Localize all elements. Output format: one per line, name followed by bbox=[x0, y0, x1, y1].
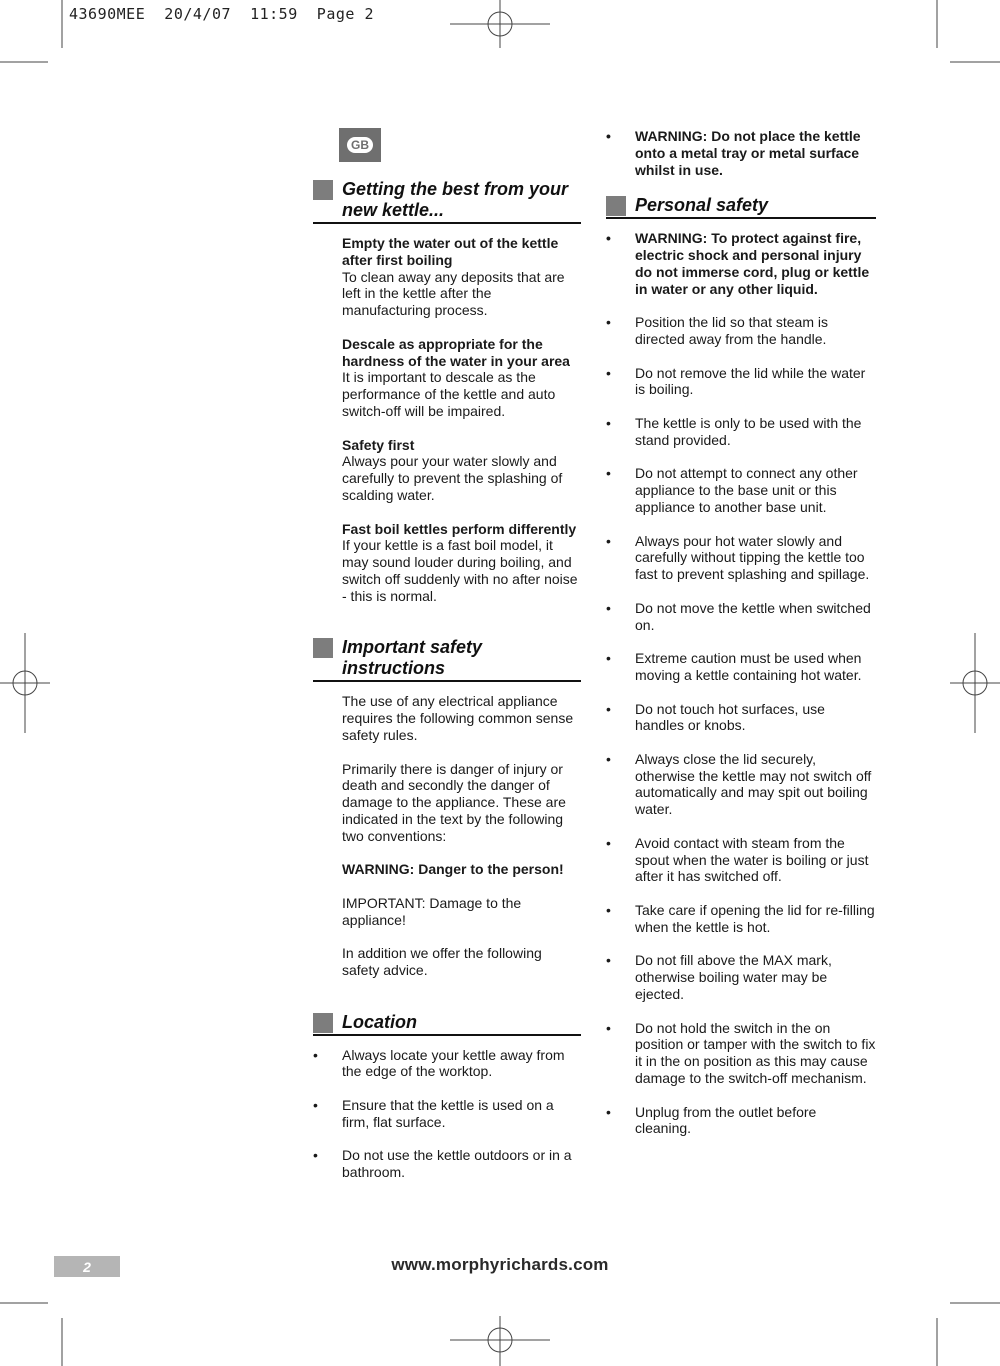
heading-square-icon bbox=[313, 1013, 333, 1033]
personal-section-title: Personal safety bbox=[635, 195, 769, 216]
print-slug: 43690MEE 20/4/07 11:59 Page 2 bbox=[69, 5, 374, 23]
safety-section-heading bbox=[313, 637, 581, 682]
tip-block bbox=[313, 521, 581, 605]
safety-advice: In addition we offer the following safety advice. bbox=[342, 945, 542, 979]
list-item: • Extreme caution must be used when moving a kettle containing hot water. bbox=[606, 650, 876, 684]
list-item: • The kettle is only to be used with the stand provided. bbox=[606, 415, 876, 449]
heading-square-icon bbox=[313, 638, 333, 658]
language-badge-label: GB bbox=[347, 137, 373, 153]
top-warning-list bbox=[606, 128, 876, 178]
location-list bbox=[313, 1047, 581, 1181]
tip-body: To clean away any deposits that are left in the kettle after the manufacturing process. bbox=[342, 268, 565, 319]
safety-section-title: Important safety instructions bbox=[342, 637, 483, 679]
safety-conventions: Primarily there is danger of injury or death and secondly the danger of damage to the appliance. These are indicated in the text by the following two conventions: bbox=[342, 760, 566, 844]
tip-body: Always pour your water slowly and carefully to prevent the splashing of scalding water. bbox=[342, 453, 563, 503]
warning-convention-label: WARNING: Danger to the person! bbox=[342, 861, 564, 878]
personal-warning-list bbox=[606, 230, 876, 297]
list-item: • Do not fill above the MAX mark, otherwise boiling water may be ejected. bbox=[606, 952, 876, 1002]
list-item: • Do not use the kettle outdoors or in a bathroom. bbox=[313, 1147, 581, 1181]
tip-title: Descale as appropriate for the hardness of the water in your area bbox=[342, 335, 570, 369]
list-item: • Always locate your kettle away from the edge of the worktop. bbox=[313, 1047, 581, 1081]
left-column bbox=[313, 128, 581, 1198]
list-item: • Avoid contact with steam from the spout when the water is boiling or just after it has switched off. bbox=[606, 835, 876, 885]
list-item: • Always pour hot water slowly and carefully without tipping the kettle too fast to prevent splashing and spillage. bbox=[606, 533, 876, 583]
tip-title: Safety first bbox=[342, 436, 415, 453]
list-item: • Do not touch hot surfaces, use handles or knobs. bbox=[606, 701, 876, 735]
personal-section-heading bbox=[606, 195, 876, 219]
list-item: • Do not move the kettle when switched on. bbox=[606, 600, 876, 634]
important-convention: IMPORTANT: Damage to the appliance! bbox=[342, 894, 522, 928]
best-section-title: Getting the best from your new kettle... bbox=[342, 179, 569, 220]
immersion-warning: • WARNING: To protect against fire, electric shock and personal injury do not immerse cord, plug or kettle in water or any other liquid. bbox=[606, 230, 876, 297]
safety-intro: The use of any electrical appliance requires the following common sense safety rules. bbox=[342, 693, 574, 743]
language-badge bbox=[339, 128, 381, 162]
list-item: • Do not hold the switch in the on position or tamper with the switch to fix it in the on position as this may cause damage to the switch-off mechanism. bbox=[606, 1020, 876, 1087]
right-column bbox=[606, 128, 876, 1154]
location-section-title: Location bbox=[342, 1011, 417, 1032]
list-item: • Take care if opening the lid for re-filling when the kettle is hot. bbox=[606, 902, 876, 936]
tip-block bbox=[313, 336, 581, 420]
best-section-heading bbox=[313, 179, 581, 224]
metal-tray-warning: • WARNING: Do not place the kettle onto a metal tray or metal surface whilst in use. bbox=[606, 128, 876, 178]
heading-square-icon bbox=[313, 180, 333, 200]
list-item: • Unplug from the outlet before cleaning. bbox=[606, 1104, 876, 1138]
list-item: • Position the lid so that steam is directed away from the handle. bbox=[606, 314, 876, 348]
tip-body: It is important to descale as the performance of the kettle and auto switch-off will be impaired. bbox=[342, 369, 556, 419]
tip-body: If your kettle is a fast boil model, it may sound louder during boiling, and switch off suddenly with no after noise - this is normal. bbox=[342, 537, 578, 604]
tip-title: Fast boil kettles perform differently bbox=[342, 520, 577, 537]
list-item: • Do not remove the lid while the water is boiling. bbox=[606, 365, 876, 399]
page-number: 2 bbox=[54, 1256, 120, 1277]
location-section-heading bbox=[313, 1012, 581, 1036]
list-item: • Always close the lid securely, otherwise the kettle may not switch off automatically and may spit out boiling water. bbox=[606, 751, 876, 818]
list-item: • Do not attempt to connect any other appliance to the base unit or this appliance to another base unit. bbox=[606, 465, 876, 515]
tip-title: Empty the water out of the kettle after first boiling bbox=[342, 235, 559, 268]
warning-convention bbox=[313, 861, 581, 878]
website-link[interactable]: www.morphyrichards.com bbox=[391, 1255, 609, 1274]
tip-block bbox=[313, 235, 581, 319]
tip-block bbox=[313, 437, 581, 504]
list-item: • Ensure that the kettle is used on a firm, flat surface. bbox=[313, 1097, 581, 1131]
heading-square-icon bbox=[606, 196, 626, 216]
personal-safety-list bbox=[606, 314, 876, 1137]
